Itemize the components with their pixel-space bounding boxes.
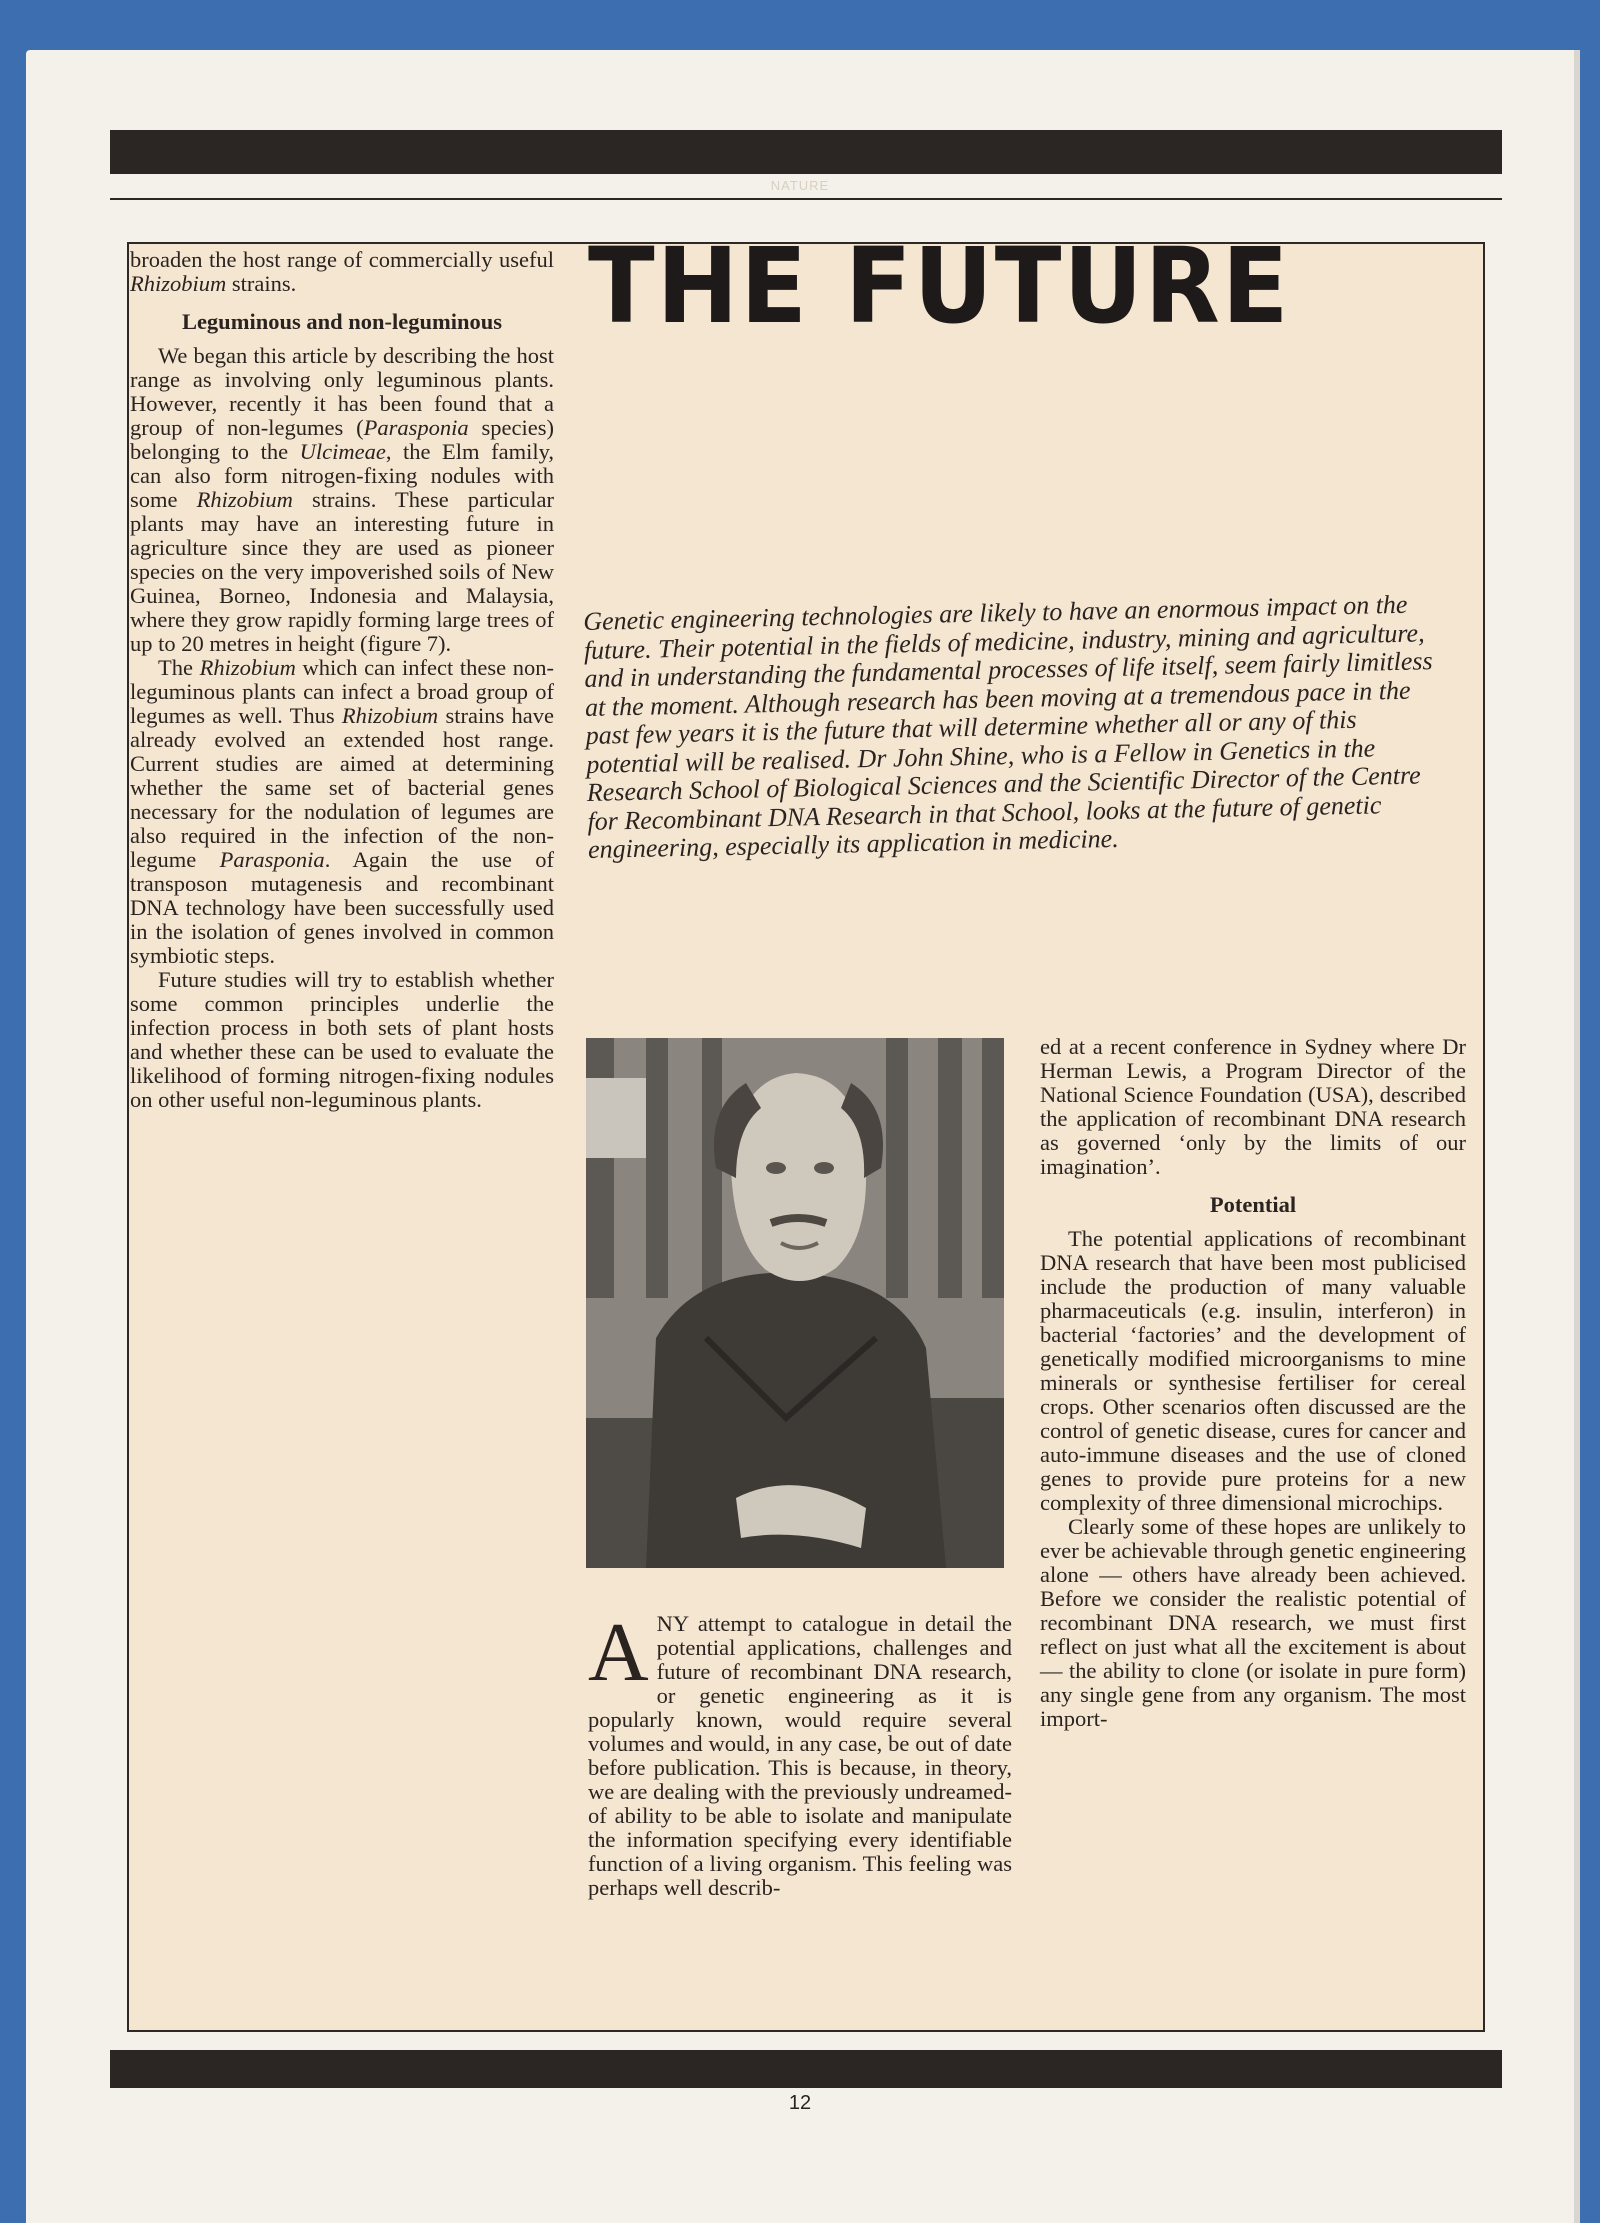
right-paragraph-1: The potential applications of recombinant DNA research that have been most publicised include the production of many valuable pharmaceuticals (e.g. insulin, interferon) in bacterial ‘factories’ and the development of genetically modified microorganisms to mine minerals or synthesise fertiliser for cereal crops. Other scenarios often discussed are the control of genetic disease, cures for cancer and auto-immune diseases and the use of cloned genes to provide pure proteins for a new complexity of three dimensional microchips.: [1040, 1226, 1466, 1515]
bottom-black-bar: [110, 2050, 1502, 2088]
right-column: [1040, 1035, 1466, 1731]
header-faint-label: NATURE: [770, 178, 830, 193]
drop-cap: A: [588, 1606, 649, 1699]
article-standfirst: Genetic engineering technologies are likely to have an enormous impact on the future. Their potential in the fields of medicine, industry, mining and agriculture, and in understanding the fundamental processes of life itself, seem fairly limitless at the moment. Although research has been moving at a tremendous pace in the past few years it is the future that will determine whether all or any of this potential will be realised. Dr John Shine, who is a Fellow in Genetics in the Research School of Biological Sciences and the Scientific Director of the Centre for Recombinant DNA Research in that School, looks at the future of genetic engineering, especially its application in medicine.: [582, 589, 1433, 864]
article-title: THE FUTURE: [588, 225, 1291, 347]
left-paragraph-1: We began this article by describing the host range as involving only leguminous plants. However, recently it has been found that a group of non-legumes (Parasponia species) belonging to the Ulcimeae, the Elm family, can also form nitrogen-fixing nodules with some Rhizobium strains. These particular plants may have an interesting future in agriculture since they are used as pioneer species on the very impoverished soils of New Guinea, Borneo, Indonesia and Malaysia, where they grow rapidly forming large trees of up to 20 metres in height (figure 7).: [130, 343, 555, 656]
right-subheading: Potential: [1209, 1192, 1297, 1217]
middle-column: [588, 1606, 1012, 1900]
right-paragraph-2: Clearly some of these hopes are unlikely to ever be achievable through genetic engineering alone — others have already been achieved. Before we consider the realistic potential of recombinant DNA research, we must first reflect on just what all the excitement is about — the ability to clone (or isolate in pure form) any single gene from any organism. The most import-: [1040, 1514, 1466, 1731]
left-paragraph-0: broaden the host range of commercially useful Rhizobium strains.: [130, 247, 554, 296]
right-paragraph-0: ed at a recent conference in Sydney where Dr Herman Lewis, a Program Director of the National Science Foundation (USA), described the application of recombinant DNA research as governed ‘only by the limits of our imagination’.: [1040, 1034, 1466, 1179]
top-black-bar: [110, 130, 1502, 174]
left-paragraph-2: The Rhizobium which can infect these non-leguminous plants can infect a broad group of legumes as well. Thus Rhizobium strains have already evolved an extended host range. Current studies are aimed at determining whether the same set of bacterial genes necessary for the nodulation of legumes are also required in the infection of the non-legume Parasponia. Again the use of transposon mutagenesis and recombinant DNA technology have been successfully used in the isolation of genes involved in common symbiotic steps.: [130, 655, 555, 968]
left-paragraph-3: Future studies will try to establish whether some common principles underlie the infection process in both sets of plant hosts and whether these can be used to evaluate the likelihood of forming nitrogen-fixing nodules on other useful non-leguminous plants.: [130, 967, 554, 1112]
page-number: 12: [788, 2092, 812, 2114]
left-subheading: Leguminous and non-leguminous: [181, 309, 503, 334]
header-rule: [110, 198, 1502, 200]
left-column: [130, 248, 554, 1112]
author-photo: [586, 1038, 1004, 1568]
middle-paragraph-1: ANY attempt to catalogue in detail the potential applications, challenges and future of recombinant DNA research, or genetic engineering as it is popularly known, would require several volumes and would, in any case, be out of date before publication. This is because, in theory, we are dealing with the previously undreamed-of ability to be able to isolate and manipulate the information specifying every identifiable function of a living organism. This feeling was perhaps well describ-: [588, 1606, 1012, 1900]
portrait-image: [586, 1038, 1004, 1568]
